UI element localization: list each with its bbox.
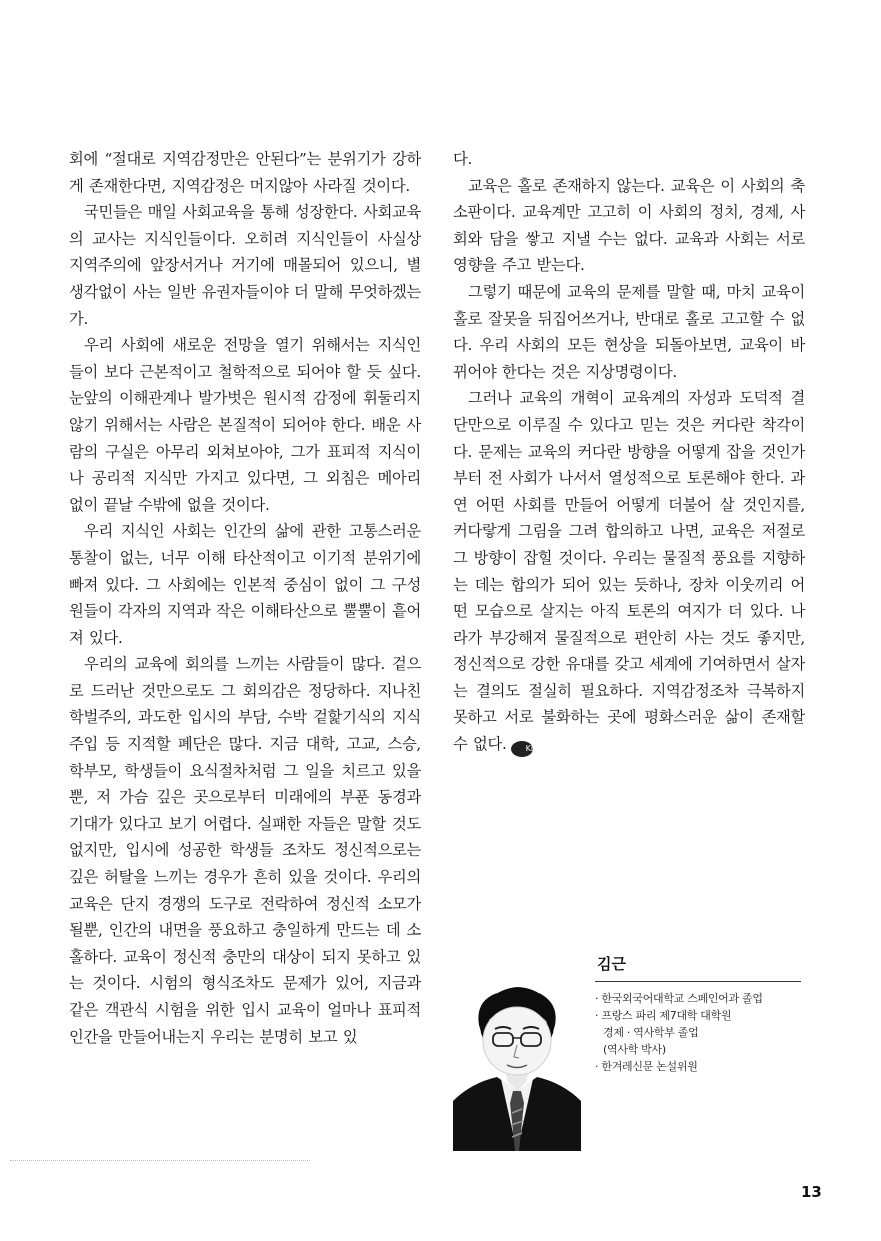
paragraph: 다. — [453, 150, 473, 168]
end-mark-icon: KEDI — [511, 741, 533, 757]
paragraph-text: 그러나 교육의 개혁이 교육계의 자성과 도덕적 결단만으로 이루질 수 있다고 믿는 것은 커다란 착각이다. 문제는 교육의 커다란 방향을 어떻게 잡을 것인가부터 전 사회가 나서서 열성적으로 토론해야 한다. 과연 어떤 사회를 만들어 어떻게 더불어 살 것인지를, 커다랗게 그림을 그려 합의하고 나면, 교육은 저절로 그 방향이 잡힐 것이다. 우리는 물질적 풍요를 지향하는 데는 합의가 되어 있는 듯하나, 장차 이웃끼리 어떤 모습으로 살지는 아직 토론의 여지가 더 있다. 나라가 부강해져 물질적으로 편안히 사는 것도 좋지만, 정신적으로 강한 유대를 갖고 세계에 기여하면서 살자는 결의도 절실히 필요하다. 지역감정조차 극복하지 못하고 서로 불화하는 곳에 평화스러운 삶이 존재할 수 없다. — [453, 389, 805, 754]
author-box — [453, 953, 805, 1153]
scan-speckle — [10, 1160, 310, 1165]
bio-divider — [595, 981, 801, 982]
author-name: 김근 — [597, 955, 626, 973]
bio-item: 경제 · 역사학부 졸업 — [603, 1026, 699, 1039]
paragraph: 우리 지식인 사회는 인간의 삶에 관한 고통스러운 통찰이 없는, 너무 이해 타산적이고 이기적 분위기에 빠져 있다. 그 사회에는 인본적 중심이 없이 그 구성원들이 각자의 지역과 작은 이해타산으로 뿔뿔이 흩어져 있다. — [69, 522, 421, 647]
paragraph-final — [453, 385, 805, 757]
bio-item: · 한국외국어대학교 스페인어과 졸업 — [595, 992, 763, 1005]
author-photo — [453, 973, 581, 1151]
author-portrait-icon — [453, 973, 581, 1151]
bio-list — [595, 990, 801, 1075]
paragraph: 회에 “절대로 지역감정만은 안된다”는 분위기가 강하게 존재한다면, 지역감정은 머지않아 사라질 것이다. — [69, 150, 421, 195]
paragraph: 우리의 교육에 회의를 느끼는 사람들이 많다. 겉으로 드러난 것만으로도 그 회의감은 정당하다. 지나친 학벌주의, 과도한 입시의 부담, 수박 겉핥기식의 지식주입 등 지적할 폐단은 많다. 지금 대학, 고교, 스승, 학부모, 학생들이 요식절차처럼 그 일을 치르고 있을뿐, 저 가슴 깊은 곳으로부터 미래에의 부푼 동경과 기대가 있다고 보기 어렵다. 실패한 자들은 말할 것도 없지만, 입시에 성공한 학생들 조차도 정신적으로는 깊은 허탈을 느끼는 경우가 흔히 있을 것이다. 우리의 교육은 단지 경쟁의 도구로 전락하여 정신적 소모가 될뿐, 인간의 내면을 풍요하고 충일하게 만드는 데 소홀하다. 교육이 정신적 충만의 대상이 되지 못하고 있는 것이다. 시험의 형식조차도 문제가 있어, 지금과 같은 객관식 시험을 위한 입시 교육이 얼마나 표피적 인간을 만들어내는지 우리는 분명히 보고 있 — [69, 655, 421, 1046]
paragraph: 우리 사회에 새로운 전망을 열기 위해서는 지식인들이 보다 근본적이고 철학적으로 되어야 할 듯 싶다. 눈앞의 이해관계나 발가벗은 원시적 감정에 휘둘리지 않기 위해서는 사람은 본질적이 되어야 한다. 배운 사람의 구실은 아무리 외쳐보아야, 그가 표피적 지식이나 공리적 지식만 가지고 있다면, 그 외침은 메아리 없이 끝날 수밖에 없을 것이다. — [69, 336, 421, 514]
page-number: 13 — [801, 1183, 822, 1201]
article-column-right — [453, 146, 805, 758]
author-bio — [595, 953, 801, 1075]
article-column-left — [69, 146, 421, 1050]
paragraph: 그렇기 때문에 교육의 문제를 말할 때, 마치 교육이 홀로 잘못을 뒤집어쓰거나, 반대로 홀로 고고할 수 없다. 우리 사회의 모든 현상을 되돌아보면, 교육이 바뀌어야 한다는 것은 지상명령이다. — [453, 282, 805, 381]
bio-item: · 한겨레신문 논설위원 — [595, 1060, 698, 1073]
bio-item: (역사학 박사) — [603, 1043, 666, 1056]
bio-item: · 프랑스 파리 제7대학 대학원 — [595, 1009, 732, 1022]
paragraph: 교육은 홀로 존재하지 않는다. 교육은 이 사회의 축소판이다. 교육계만 고고히 이 사회의 정치, 경제, 사회와 담을 쌓고 지낼 수는 없다. 교육과 사회는 서로 영향을 주고 받는다. — [453, 176, 805, 275]
paragraph: 국민들은 매일 사회교육을 통해 성장한다. 사회교육의 교사는 지식인들이다. 오히려 지식인들이 사실상 지역주의에 앞장서거나 거기에 매몰되어 있으니, 별 생각없이 사는 일반 유권자들이야 더 말해 무엇하겠는가. — [69, 203, 421, 328]
